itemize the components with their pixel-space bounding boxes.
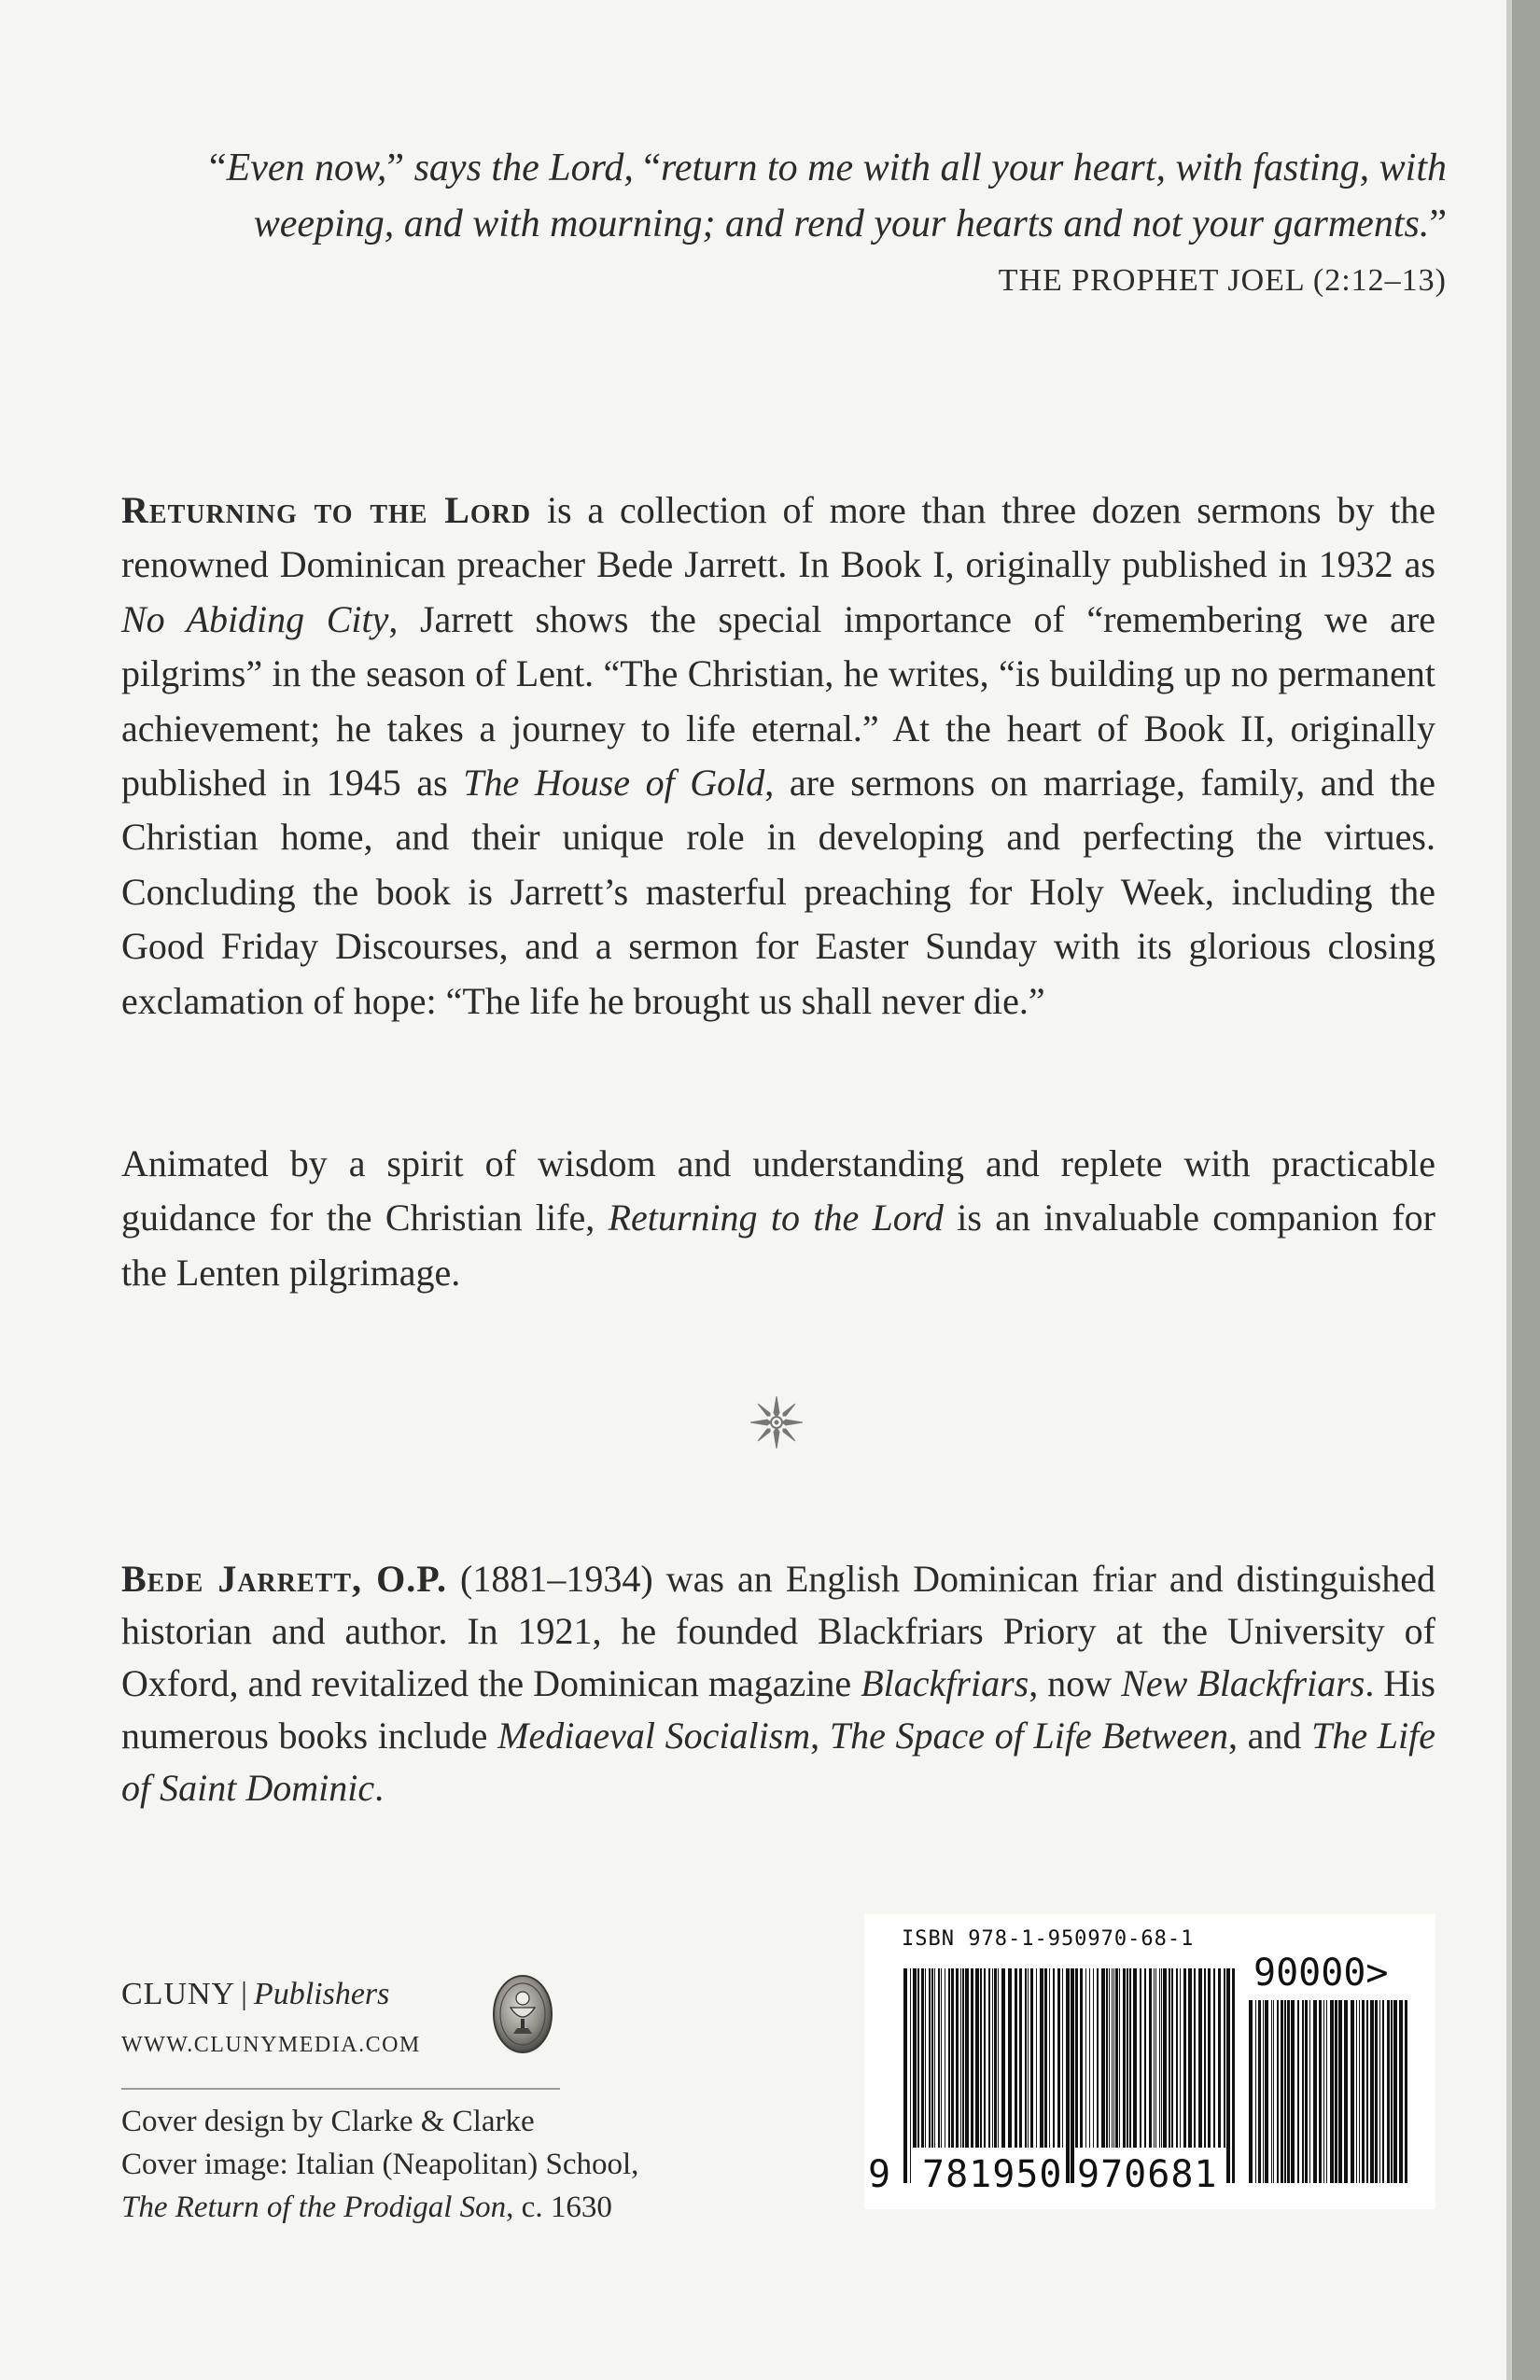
barcode-bar <box>1194 1968 1196 2148</box>
barcode-bar <box>1271 2000 1272 2183</box>
barcode-bar <box>1263 2000 1264 2183</box>
spine-edge <box>1512 0 1540 2380</box>
text-run: is a collection of more than three dozen sermons by the renowned Dominican preacher Bede Jarrett. In Book I, originally published in 1932 as <box>121 489 1435 586</box>
barcode-bar <box>1030 1968 1033 2148</box>
barcode-bar <box>1281 2000 1283 2183</box>
barcode-bar <box>921 1968 924 2148</box>
barcode-bar <box>960 1968 961 2148</box>
barcode-bar <box>1344 2000 1348 2183</box>
italic-title: The Space of Life Between <box>829 1715 1228 1757</box>
text-run: . His numerous books include <box>121 1662 1435 1757</box>
barcode-bar <box>1387 2000 1390 2183</box>
barcode-bar <box>1155 1968 1156 2148</box>
barcode-bar <box>913 1968 917 2148</box>
barcode-bar <box>931 1968 933 2148</box>
barcode-bar <box>1159 1968 1160 2148</box>
italic-title: New Blackfriars <box>1121 1662 1365 1704</box>
barcode-lead-digit: 9 <box>868 2153 892 2196</box>
barcode-bar <box>1362 2000 1365 2183</box>
quote-part-3: return to me with all your heart, with fasting, with weeping, and with mourning; and rend your hearts and not your garments. <box>253 147 1447 245</box>
text-run: , are sermons on marriage, family, and the Christian home, and their unique role in developing and perfecting the virtues. Concluding the book is Jarrett’s masterful preaching for Holy Week, including the Good Friday Discourses, and a sermon for Easter Sunday with its glorious closing exclamation of hope: “The life he brought us shall never die.” <box>121 762 1435 1022</box>
barcode-bar <box>1129 1968 1131 2148</box>
barcode-bar <box>998 1968 999 2148</box>
barcode-bar <box>1163 1968 1167 2148</box>
barcode-bar <box>951 1968 954 2148</box>
barcode-bar <box>903 1968 907 2183</box>
text-run: , <box>810 1715 830 1757</box>
barcode-bar <box>925 1968 926 2148</box>
barcode-bar <box>910 1968 911 2183</box>
barcode-bar <box>1218 1968 1221 2148</box>
barcode-bar <box>1049 1968 1050 2148</box>
quote-mark: ” <box>1429 203 1447 245</box>
barcode-bar <box>1101 1968 1105 2148</box>
barcode-bar <box>1326 2000 1327 2183</box>
description-paragraph-1 <box>121 483 1435 1029</box>
cover-credits <box>121 2100 638 2229</box>
book-title-smallcaps: Returning to the Lord <box>121 489 532 531</box>
barcode-bar <box>1198 1968 1202 2148</box>
barcode-bar <box>1232 1968 1235 2183</box>
barcode-bar <box>1277 2000 1279 2183</box>
text-run: is an invaluable companion for the Lenten pilgrimage. <box>121 1197 1436 1294</box>
barcode-bar <box>1057 1968 1060 2148</box>
text-run: Animated by a spirit of wisdom and understanding and replete with practicable guidance for the Christian life, <box>121 1142 1435 1239</box>
barcode-bar <box>1015 1968 1017 2148</box>
barcode-bar <box>1379 2000 1380 2183</box>
barcode-bar <box>1273 2000 1274 2183</box>
barcode-bar <box>1309 2000 1310 2183</box>
italic-title: The House of Gold <box>463 762 765 805</box>
barcode-bar <box>962 1968 964 2148</box>
barcode-bar <box>1036 1968 1037 2148</box>
barcode-bar <box>1106 1968 1108 2148</box>
barcode-bar <box>1382 2000 1384 2183</box>
isbn-label: ISBN 978-1-950970-68-1 <box>902 1927 1195 1951</box>
italic-title: Mediaeval Socialism <box>497 1715 811 1757</box>
barcode-bar <box>1319 2000 1322 2183</box>
epigraph-quote <box>103 140 1447 252</box>
barcode-bar <box>1144 1968 1146 2148</box>
barcode-bar <box>1154 1968 1155 2148</box>
quote-part-2: says the Lord, <box>413 147 634 189</box>
barcode-bar <box>1066 1968 1070 2183</box>
barcode-left-digits: 781950 <box>922 2153 1063 2196</box>
barcode-bar <box>1224 1968 1225 2148</box>
barcode-bar <box>1119 1968 1120 2148</box>
barcode-bar <box>1053 1968 1055 2148</box>
text-run: , and <box>1227 1715 1312 1757</box>
barcode-bar <box>1019 1968 1022 2148</box>
barcode-bar <box>965 1968 969 2148</box>
barcode-bar <box>1025 1968 1027 2148</box>
barcode-bar <box>1265 2000 1268 2183</box>
text-run: (1881–1934) was an English Dominican friar and distinguished historian and author. In 1921, he founded Blackfriars Priory at the University of Oxford, and revitalized the Dominican magazine <box>121 1558 1436 1704</box>
barcode-bar <box>975 1968 979 2148</box>
barcode-bar <box>956 1968 959 2148</box>
barcode-bar <box>1405 2000 1407 2183</box>
barcode-bar <box>1062 1968 1063 2148</box>
barcode-bar <box>941 1968 942 2148</box>
barcode-bar <box>1391 2000 1393 2183</box>
barcode-bar <box>1071 1968 1074 2183</box>
barcode-bar <box>1302 2000 1304 2183</box>
barcode-bar <box>1287 2000 1290 2183</box>
barcode-bar <box>1180 1968 1181 2148</box>
description-paragraph-2 <box>121 1137 1435 1300</box>
barcode-bar <box>1313 2000 1317 2183</box>
barcode-bar <box>1161 1968 1162 2148</box>
barcode-bar <box>1183 1968 1186 2148</box>
barcode-bar <box>1338 2000 1342 2183</box>
text-run: . <box>374 1767 385 1809</box>
barcode-bar <box>1208 1968 1211 2148</box>
barcode-bar <box>1133 1968 1137 2148</box>
barcode-bar <box>1351 2000 1354 2183</box>
barcode-bar <box>1258 2000 1261 2183</box>
barcode-bar <box>1176 1968 1178 2148</box>
barcode-bar <box>1297 2000 1299 2183</box>
barcode-bar <box>1097 1968 1099 2148</box>
barcode-addon-bars <box>1249 2000 1407 2183</box>
barcode-bar <box>1123 1968 1126 2148</box>
barcode-main-bars <box>903 1968 1235 2183</box>
italic-title: The Return of the Prodigal Son <box>121 2191 507 2224</box>
barcode-bar <box>1356 2000 1357 2183</box>
barcode-bar <box>1330 2000 1334 2183</box>
italic-title: The Life of Saint Dominic <box>121 1715 1436 1809</box>
barcode-bar <box>1249 2000 1253 2183</box>
barcode-bar <box>1370 2000 1374 2183</box>
barcode-bar <box>1171 1968 1173 2148</box>
barcode-bar <box>917 1968 919 2148</box>
publisher-separator: | <box>241 1977 248 2011</box>
epigraph-attribution: THE PROPHET JOEL (2:12–13) <box>998 263 1447 298</box>
credit-image-title <box>121 2186 638 2229</box>
price-code: 90000> <box>1253 1952 1389 1995</box>
barcode-bar <box>1375 2000 1378 2183</box>
italic-title: No Abiding City <box>121 597 389 640</box>
barcode-bar <box>1040 1968 1043 2148</box>
barcode-bar <box>1109 1968 1110 2148</box>
barcode-bar <box>1093 1968 1094 2148</box>
quote-mark: “ <box>208 147 227 189</box>
barcode-bar <box>929 1968 931 2148</box>
italic-title: Blackfriars <box>861 1662 1029 1704</box>
barcode-bar <box>1113 1968 1114 2148</box>
barcode-bar <box>1149 1968 1152 2148</box>
barcode-bar <box>1112 1968 1113 2148</box>
barcode-bar <box>1255 2000 1256 2183</box>
barcode-bar <box>980 1968 982 2148</box>
barcode-bar <box>1204 1968 1206 2148</box>
barcode-bar <box>984 1968 986 2148</box>
barcode-bar <box>1028 1968 1029 2148</box>
barcode-bar <box>1359 2000 1360 2183</box>
quote-mark: ” <box>386 147 414 189</box>
barcode-bar <box>1140 1968 1141 2148</box>
barcode-bar <box>1291 2000 1295 2183</box>
barcode-bar <box>988 1968 990 2148</box>
barcode-bar <box>1213 1968 1215 2148</box>
barcode-bar <box>994 1968 997 2148</box>
barcode-bar <box>1188 1968 1192 2148</box>
barcode-bar <box>1169 1968 1170 2148</box>
barcode-bar <box>1393 2000 1397 2183</box>
publisher-divider <box>121 2088 560 2090</box>
quote-mark: “ <box>633 147 662 189</box>
barcode-bar <box>1008 1968 1012 2148</box>
barcode-bar <box>1044 1968 1047 2148</box>
italic-title: Returning to the Lord <box>608 1197 944 1239</box>
text-run: , c. 1630 <box>506 2191 612 2224</box>
barcode-bar <box>1115 1968 1118 2148</box>
barcode-bar <box>1075 1968 1078 2148</box>
barcode-bar <box>948 1968 950 2148</box>
publisher-suffix: Publishers <box>253 1977 390 2011</box>
barcode-right-digits: 970681 <box>1077 2153 1218 2196</box>
publisher-wordmark: CLUNY <box>121 1977 236 2011</box>
barcode-bar <box>971 1968 973 2148</box>
barcode-bar <box>938 1968 940 2148</box>
barcode-bar <box>1335 2000 1337 2183</box>
barcode-bar <box>934 1968 935 2148</box>
isbn-barcode <box>864 1914 1435 2209</box>
barcode-bar <box>1001 1968 1005 2148</box>
credit-design: Cover design by Clarke & Clarke <box>121 2105 535 2138</box>
barcode-bar <box>1305 2000 1308 2183</box>
barcode-bar <box>1366 2000 1368 2183</box>
publisher-url: WWW.CLUNYMEDIA.COM <box>121 2033 421 2057</box>
text-run: , Jarrett shows the special importance of “remembering we are pilgrims” in the season of Lent. “The Christian, he writes, “is building up no permanent achievement; he takes a journey to life eternal.” At the heart of Book II, originally published in 1945 as <box>121 597 1436 805</box>
quote-part-1: Even now, <box>226 147 387 189</box>
chalice-seal-icon <box>492 1974 553 2054</box>
barcode-bar <box>1089 1968 1090 2148</box>
author-bio <box>121 1553 1435 1814</box>
barcode-bar <box>1226 1968 1230 2183</box>
epigraph <box>103 140 1447 299</box>
author-name-smallcaps: Bede Jarrett, O.P. <box>121 1558 447 1600</box>
ornament-icon <box>747 1393 806 1452</box>
barcode-bar <box>992 1968 993 2148</box>
text-run: , now <box>1029 1662 1122 1704</box>
credit-image: Cover image: Italian (Neapolitan) School, <box>121 2148 639 2181</box>
barcode-bar <box>1080 1968 1083 2148</box>
barcode-bar <box>1399 2000 1403 2183</box>
barcode-bar <box>1284 2000 1286 2183</box>
barcode-bar <box>1323 2000 1324 2183</box>
barcode-bar <box>1127 1968 1128 2148</box>
barcode-bar <box>1085 1968 1086 2148</box>
